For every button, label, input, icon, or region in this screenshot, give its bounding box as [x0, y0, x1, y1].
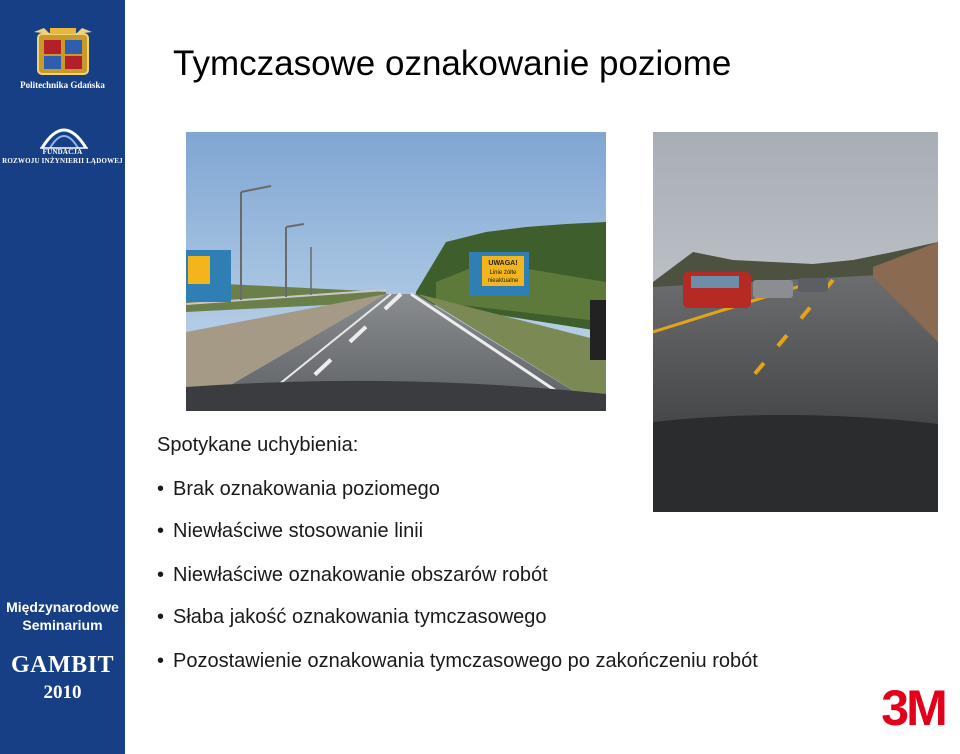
university-crest-icon: [30, 28, 96, 80]
sidebar: [0, 0, 125, 754]
list-item: • Pozostawienie oznakowania tymczasowego po zakończeniu robót: [157, 650, 758, 672]
list-item: • Słaba jakość oznakowania tymczasowego: [157, 606, 547, 628]
event-year: 2010: [43, 682, 82, 703]
event-name: GAMBIT: [10, 652, 114, 678]
list-heading: Spotykane uchybienia:: [157, 434, 359, 456]
seminar-label-line-2: Seminarium: [22, 617, 103, 633]
university-name: Politechnika Gdańska: [20, 80, 105, 90]
foundation-line-1: FUNDACJA: [42, 148, 83, 156]
sign-text-line-3: nieaktualne: [487, 278, 519, 284]
3m-logo-icon: [868, 683, 958, 729]
road-photo-right: [653, 132, 938, 512]
sign-text-line-2: Linie żółte: [489, 270, 517, 276]
foundation-line-2: ROZWOJU INŻYNIERII LĄDOWEJ: [2, 157, 123, 165]
3m-logo-text: 3M: [881, 683, 945, 729]
sign-text-line-1: UWAGA!: [488, 260, 518, 267]
list-item: • Niewłaściwe stosowanie linii: [157, 520, 424, 542]
slide-title: Tymczasowe oznakowanie poziome: [173, 44, 732, 83]
list-item: • Niewłaściwe oznakowanie obszarów robót: [157, 564, 548, 586]
foundation-arch-icon: [38, 118, 90, 150]
seminar-label-line-1: Międzynarodowe: [6, 599, 119, 615]
highway-photo-left: [186, 132, 606, 411]
list-item: • Brak oznakowania poziomego: [157, 478, 440, 500]
